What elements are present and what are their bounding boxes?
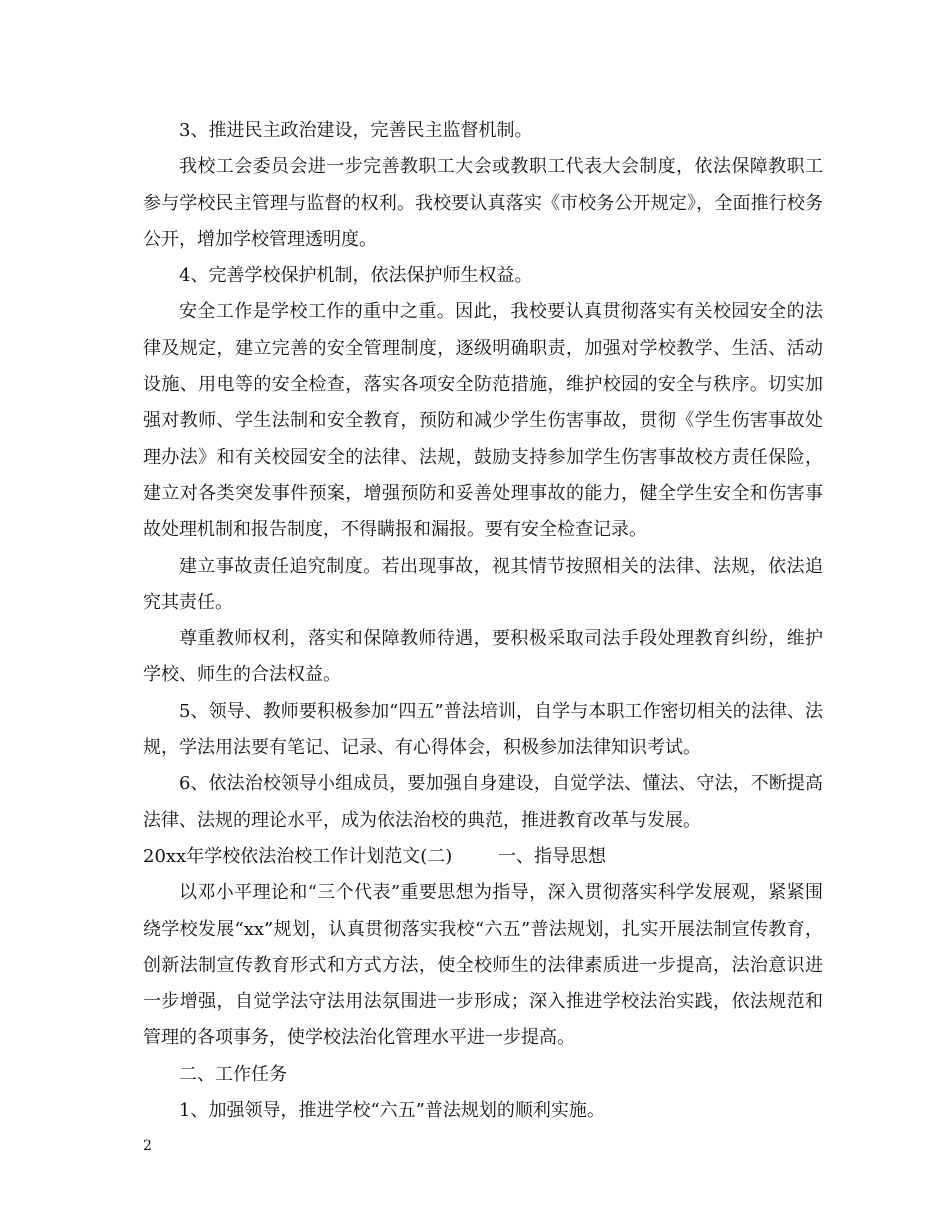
section-heading: 一、指导思想 [498, 845, 607, 867]
page-number: 2 [143, 1138, 152, 1154]
document-title-line [143, 839, 823, 875]
paragraph: 以邓小平理论和“三个代表”重要思想为指导，深入贯彻落实科学发展观，紧紧围绕学校发展“xx”规划，认真贯彻落实我校“六五”普法规划，扎实开展法制宣传教育，创新法制宣传教育形式和方式方法，使全校师生的法律素质进一步提高，法治意识进一步增强，自觉学法守法用法氛围进一步形成；深入推进学校法治实践，依法规范和管理的各项事务，使学校法治化管理水平进一步提高。 [143, 882, 823, 1049]
paragraph: 5、领导、教师要积极参加“四五”普法培训，自学与本职工作密切相关的法律、法规，学法用法要有笔记、记录、有心得体会，积极参加法律知识考试。 [143, 700, 823, 759]
document-body [143, 113, 823, 1129]
paragraph: 尊重教师权利，落实和保障教师待遇，要积极采取司法手段处理教育纠纷，维护学校、师生的合法权益。 [143, 628, 823, 686]
section-heading: 二、工作任务 [179, 1063, 287, 1085]
paragraph: 3、推进民主政治建设，完善民主监督机制。 [179, 120, 533, 141]
paragraph: 安全工作是学校工作的重中之重。因此，我校要认真贯彻落实有关校园安全的法律及规定，建立完善的安全管理制度，逐级明确职责，加强对学校教学、生活、活动设施、用电等的安全检查，落实各项安全防范措施，维护校园的安全与秩序。切实加强对教师、学生法制和安全教育，预防和减少学生伤害事故，贯彻《学生伤害事故处理办法》和有关校园安全的法律、法规，鼓励支持参加学生伤害事故校方责任保险，建立对各类突发事件预案，增强预防和妥善处理事故的能力，健全学生安全和伤害事故处理机制和报告制度，不得瞒报和漏报。要有安全检查记录。 [143, 301, 823, 541]
paragraph: 1、加强领导，推进学校“六五”普法规划的顺利实施。 [179, 1100, 605, 1122]
paragraph: 4、完善学校保护机制，依法保护师生权益。 [179, 265, 533, 287]
document-title: 20xx年学校依法治校工作计划范文(二) [143, 845, 453, 867]
paragraph: 建立事故责任追究制度。若出现事故，视其情节按照相关的法律、法规，依法追究其责任。 [143, 555, 823, 613]
paragraph: 6、依法治校领导小组成员，要加强自身建设，自觉学法、懂法、守法，不断提高法律、法规的理论水平，成为依法治校的典范，推进教育改革与发展。 [143, 773, 823, 831]
paragraph: 我校工会委员会进一步完善教职工大会或教职工代表大会制度，依法保障教职工参与学校民主管理与监督的权利。我校要认真落实《市校务公开规定》，全面推行校务公开，增加学校管理透明度。 [143, 156, 823, 250]
